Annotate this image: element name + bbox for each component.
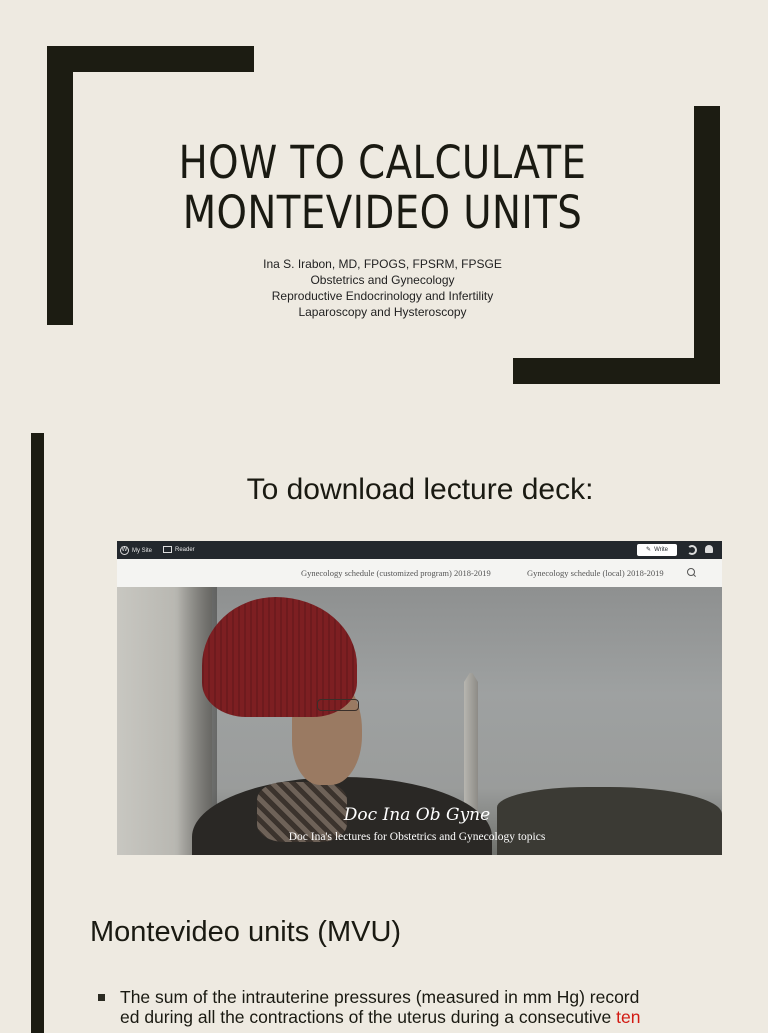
website-screenshot[interactable] — [117, 541, 722, 855]
hero-image — [117, 587, 722, 855]
nav-link-customized-schedule[interactable]: Gynecology schedule (customized program) 2018-2019 — [301, 568, 491, 578]
reader-link[interactable] — [163, 546, 195, 553]
site-nav — [117, 559, 722, 587]
site-tagline: Doc Ina's lectures for Obstetrics and Gynecology topics — [288, 831, 546, 843]
wordpress-logo-icon: W — [121, 547, 128, 553]
slide-accent-bar — [31, 433, 44, 1033]
author-credentials — [180, 256, 585, 320]
my-site-link[interactable] — [120, 546, 152, 555]
write-icon: ✎ — [646, 547, 652, 553]
slide-title-line-1: HOW TO CALCULATE — [178, 136, 587, 189]
reader-icon — [163, 546, 172, 553]
write-button[interactable] — [637, 544, 677, 556]
author-line: Ina S. Irabon, MD, FPOGS, FPSRM, FPSGE — [263, 257, 502, 271]
site-title[interactable]: Doc Ina Ob Gyne — [343, 805, 491, 825]
eyeglasses — [317, 699, 359, 711]
specialty-line: Reproductive Endocrinology and Infertility — [271, 289, 494, 303]
bullet-text — [120, 987, 695, 1027]
my-site-label: My Site — [132, 547, 153, 554]
frame-top-left-horizontal — [47, 46, 254, 72]
notifications-icon[interactable] — [705, 545, 713, 553]
bullet-line-2-text: ed during all the contractions of the uterus during a consecutive — [120, 1007, 617, 1027]
reader-label: Reader — [175, 546, 195, 553]
section-heading: Montevideo units (MVU) — [90, 916, 402, 948]
frame-top-left-vertical — [47, 46, 73, 325]
washington-monument — [464, 673, 478, 823]
slide-title-line-2: MONTEVIDEO UNITS — [182, 186, 583, 239]
download-heading: To download lecture deck: — [246, 473, 594, 506]
specialty-line: Laparoscopy and Hysteroscopy — [298, 305, 467, 319]
nav-link-local-schedule[interactable]: Gynecology schedule (local) 2018-2019 — [527, 568, 664, 578]
bullet-line-2 — [120, 1007, 695, 1027]
frame-bottom-right-horizontal — [513, 358, 720, 384]
profile-icon[interactable] — [687, 545, 697, 555]
admin-bar — [117, 541, 722, 559]
highlight-ten: ten — [616, 1007, 641, 1027]
frame-bottom-right-vertical — [694, 106, 720, 384]
slide-title — [148, 138, 617, 238]
search-icon[interactable] — [687, 568, 695, 576]
bullet-line-1: The sum of the intrauterine pressures (measured in mm Hg) record — [120, 987, 640, 1007]
specialty-line: Obstetrics and Gynecology — [310, 273, 455, 287]
bullet-square-icon — [98, 994, 105, 1001]
write-label: Write — [654, 547, 668, 553]
